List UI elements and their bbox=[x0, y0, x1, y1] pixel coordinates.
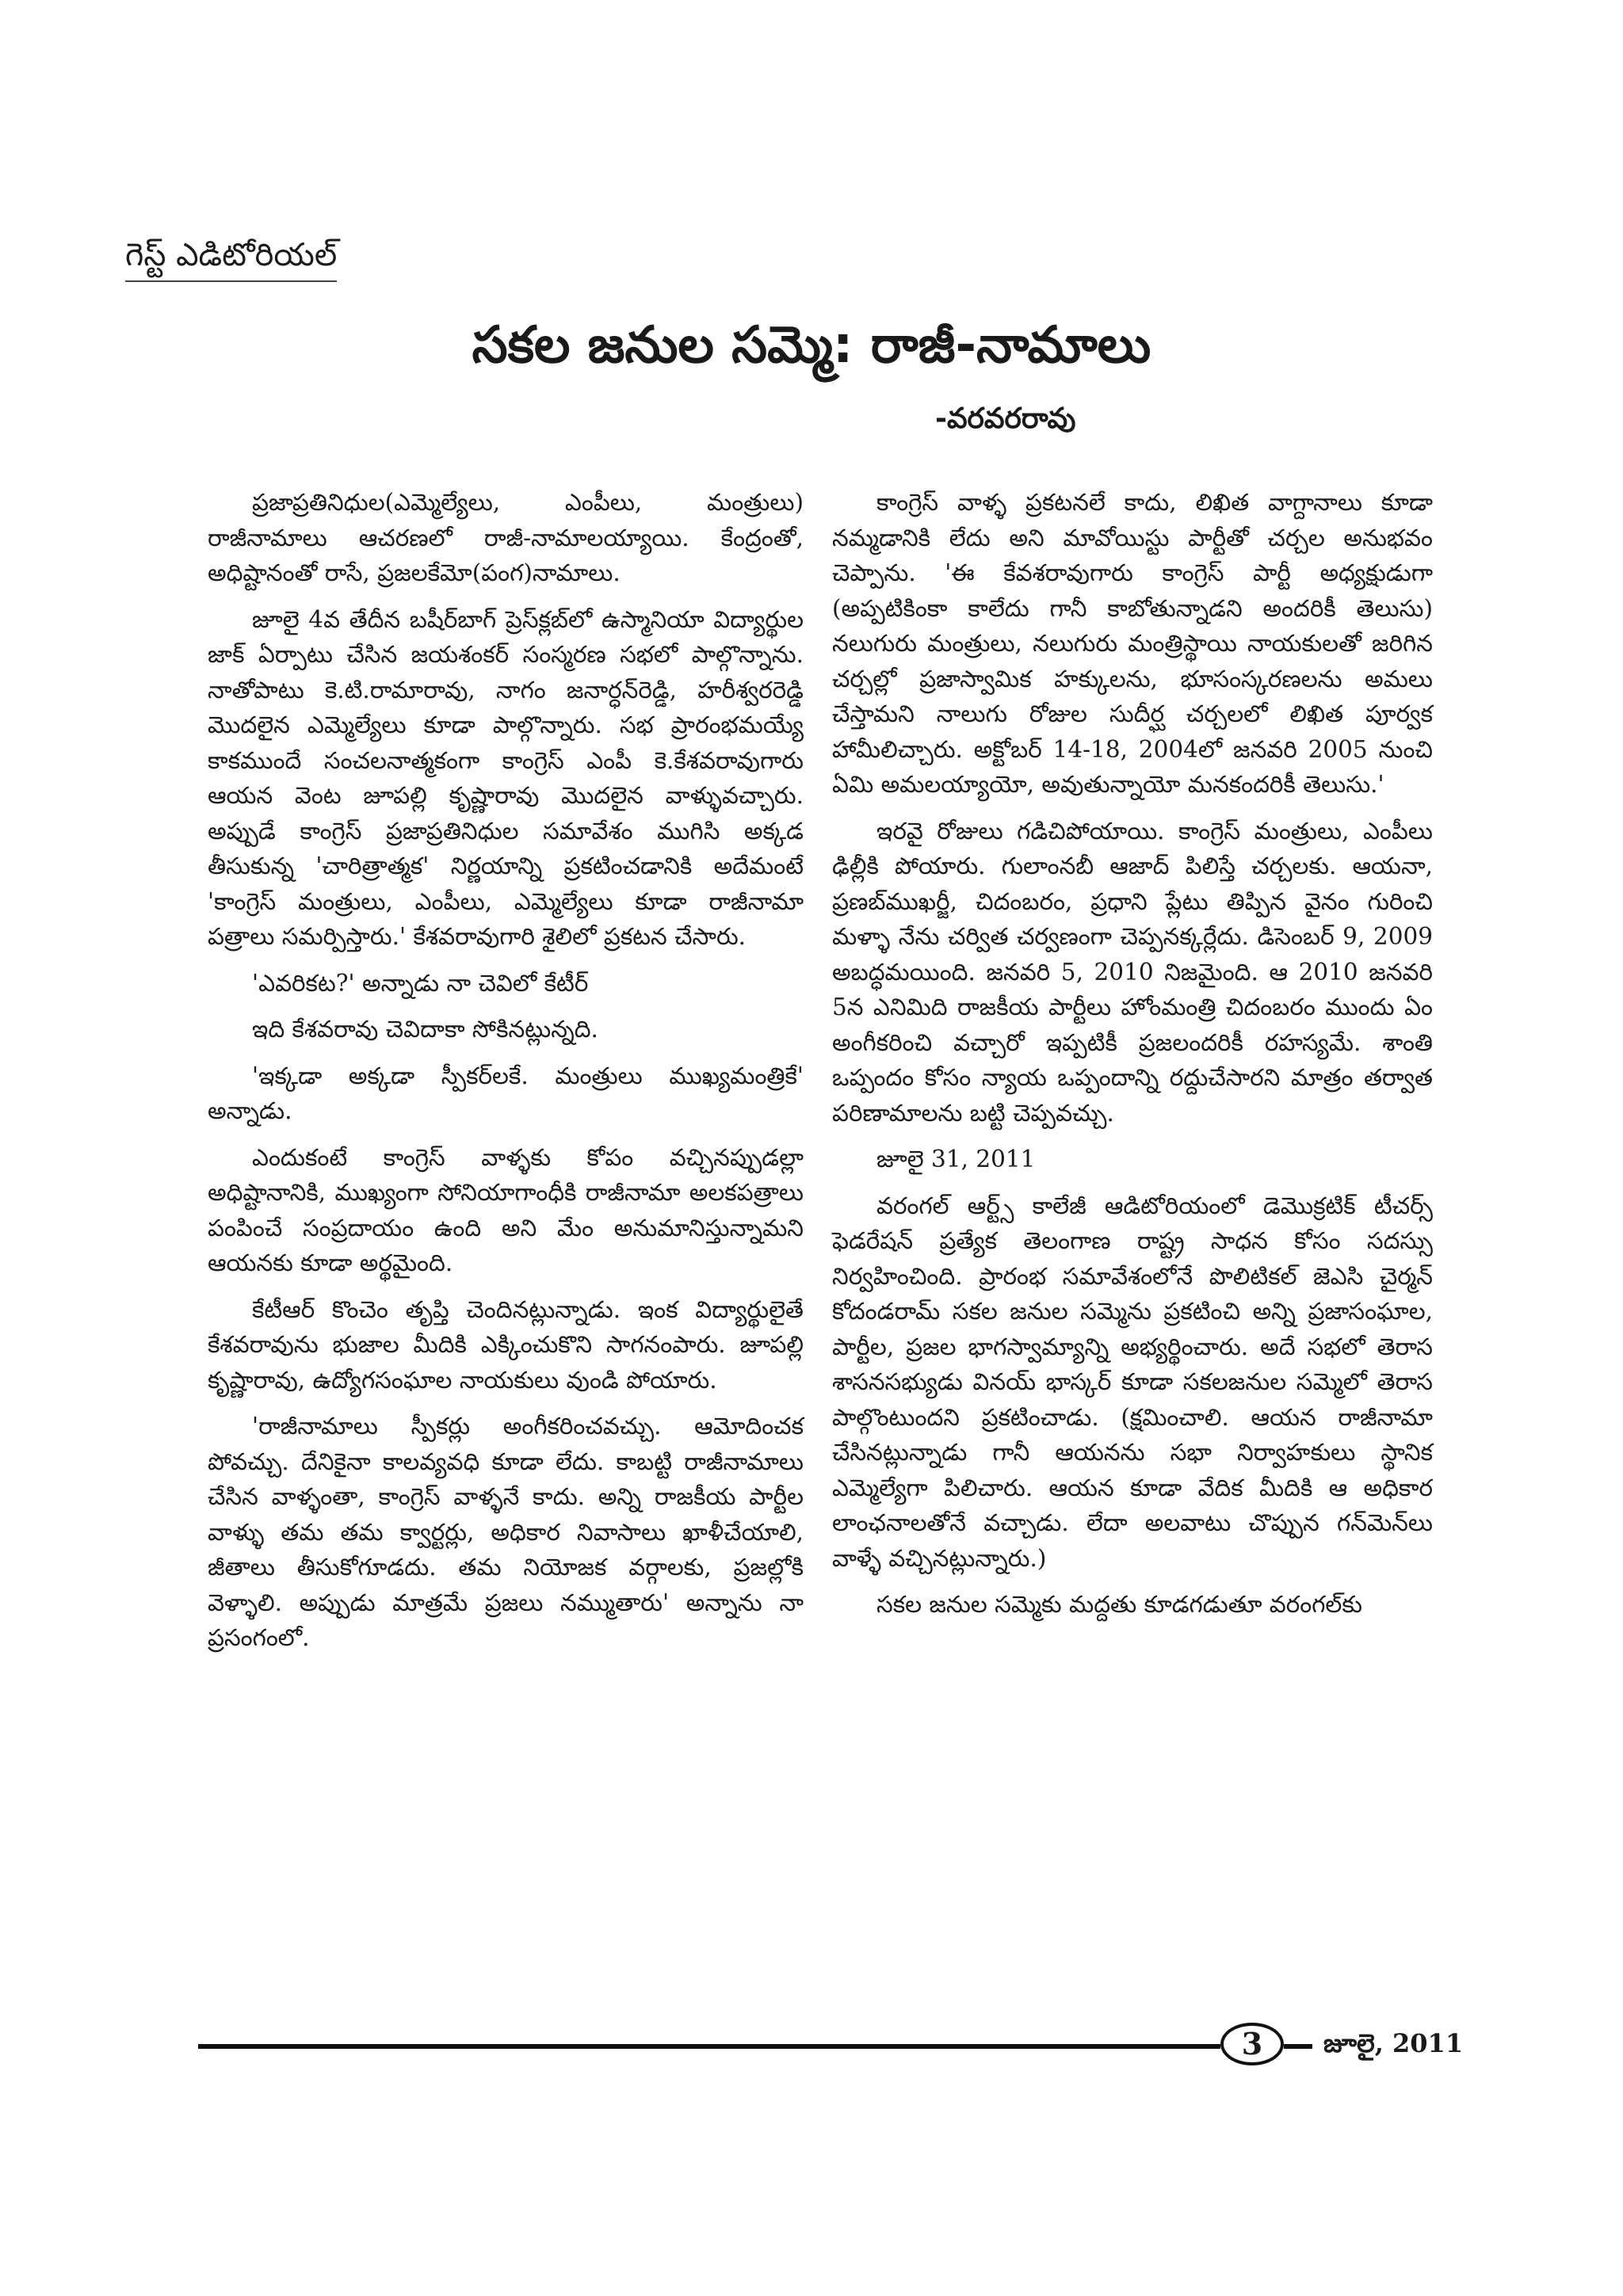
paragraph: ఎందుకంటే కాంగ్రెస్ వాళ్ళకు కోపం వచ్చినప్పుడల్లా అధిష్టానానికి, ముఖ్యంగా సోనియాగాంధీకి రాజీనామా అలకపత్రాలు పంపించే సంప్రదాయం ఉంది అని మేం అనుమానిస్తున్నామని ఆయనకు కూడా అర్థమైంది. bbox=[208, 1143, 804, 1276]
paragraph: 'ఎవరికట?' అన్నాడు నా చెవిలో కేటీర్ bbox=[252, 969, 589, 997]
paragraph: 'రాజీనామాలు స్పీకర్లు అంగీకరించవచ్చు. ఆమోదించక పోవచ్చు. దేనికైనా కాలవ్యవధి కూడా లేదు. కాబట్టి రాజీనామాలు చేసిన వాళ్ళంతా, కాంగ్రెస్ వాళ్ళనే కాదు. అన్ని రాజకీయ పార్టీల వాళ్ళు తమ తమ క్వార్టర్లు, అధికార నివాసాలు ఖాళీచేయాలి, జీతాలు తీసుకోగూడదు. తమ నియోజక వర్గాలకు, ప్రజల్లోకి వెళ్ళాలి. అప్పుడు మాత్రమే ప్రజలు నమ్ముతారు' అన్నాను నా ప్రసంగంలో. bbox=[208, 1413, 804, 1651]
paragraph: ప్రజాప్రతినిధుల(ఎమ్మెల్యేలు, ఎంపీలు, మంత్రులు) రాజీనామాలు ఆచరణలో రాజీ-నామాలయ్యాయి. కేంద్రంతో, అధిష్టానంతో రాసే, ప్రజలకేమో(పంగ)నామాలు. bbox=[208, 489, 804, 586]
footer-rule-end bbox=[1284, 2044, 1312, 2049]
right-column bbox=[832, 485, 1433, 1634]
article-title: సకల జనుల సమ్మె: రాజీ-నామాలు bbox=[472, 316, 1151, 375]
page-number: 3 bbox=[1220, 2023, 1284, 2065]
dateline: జూలై 31, 2011 bbox=[876, 1146, 1036, 1173]
paragraph: ఇరవై రోజులు గడిచిపోయాయి. కాంగ్రెస్ మంత్రులు, ఎంపీలు ఢిల్లీకి పోయారు. గులాంనబీ ఆజాద్ పిలిస్తే చర్చలకు. ఆయనా, ప్రణబ్‌ముఖర్జీ, చిదంబరం, ప్రధాని ప్లేటు తిప్పిన వైనం గురించి మళ్ళా నేను చర్విత చర్వణంగా చెప్పనక్కర్లేదు. డిసెంబర్ 9, 2009 అబద్ధమయింది. జనవరి 5, 2010 నిజమైంది. ఆ 2010 జనవరి 5న ఎనిమిది రాజకీయ పార్టీలు హోంమంత్రి చిదంబరం ముందు ఏం అంగీకరించి వచ్చారో ఇప్పటికీ ప్రజలందరికీ రహస్యమే. శాంతి ఒప్పందం కోసం న్యాయ ఒప్పందాన్ని రద్దుచేసారని మాత్రం తర్వాత పరిణామాలను బట్టి చెప్పవచ్చు. bbox=[832, 817, 1433, 1127]
paragraph: ఇది కేశవరావు చెవిదాకా సోకినట్లున్నది. bbox=[252, 1016, 598, 1043]
author-byline: -వరవరరావు bbox=[935, 402, 1076, 435]
footer-rule bbox=[198, 2044, 1220, 2049]
issue-date: జూలై, 2011 bbox=[1323, 2028, 1464, 2058]
paragraph: జూలై 4వ తేదీన బషీర్‌బాగ్ ప్రెస్‌క్లబ్‌లో ఉస్మానియా విద్యార్థుల జాక్ ఏర్పాటు చేసిన జయశంకర్ సంస్మరణ సభలో పాల్గొన్నాను. నాతోపాటు కె.టి.రామారావు, నాగం జనార్ధన్‌రెడ్డి, హరీశ్వరరెడ్డి మొదలైన ఎమ్మెల్యేలు కూడా పాల్గొన్నారు. సభ ప్రారంభమయ్యే కాకముందే సంచలనాత్మకంగా కాంగ్రెస్ ఎంపీ కె.కేశవరావుగారు ఆయన వెంట జూపల్లి కృష్ణారావు మొదలైన వాళ్ళువచ్చారు. అప్పుడే కాంగ్రెస్ ప్రజాప్రతినిధుల సమావేశం ముగిసి అక్కడ తీసుకున్న 'చారిత్రాత్మక' నిర్ణయాన్ని ప్రకటించడానికి అదేమంటే 'కాంగ్రెస్ మంత్రులు, ఎంపీలు, ఎమ్మెల్యేలు కూడా రాజీనామా పత్రాలు సమర్పిస్తారు.' కేశవరావుగారి శైలిలో ప్రకటన చేసారు. bbox=[208, 605, 804, 950]
paragraph: సకల జనుల సమ్మెకు మద్దతు కూడగడుతూ వరంగల్‌కు bbox=[876, 1591, 1362, 1618]
paragraph: 'ఇక్కడా అక్కడా స్పీకర్‌లకే. మంత్రులు ముఖ్యమంత్రికే' అన్నాడు. bbox=[208, 1062, 804, 1124]
paragraph: కేటీఆర్ కొంచెం తృప్తి చెందినట్లున్నాడు. ఇంక విద్యార్థులైతే కేశవరావును భుజాల మీదికి ఎక్కించుకొని సాగనంపారు. జూపల్లి కృష్ణారావు, ఉద్యోగసంఘాల నాయకులు వుండి పోయారు. bbox=[208, 1295, 804, 1394]
left-column bbox=[208, 485, 804, 1667]
paragraph: కాంగ్రెస్ వాళ్ళ ప్రకటనలే కాదు, లిఖిత వాగ్దానాలు కూడా నమ్మడానికి లేదు అని మావోయిస్టు పార్టీతో చర్చల అనుభవం చెప్పాను. 'ఈ కేవశరావుగారు కాంగ్రెస్ పార్టీ అధ్యక్షుడుగా (అప్పటికింకా కాలేదు గానీ కాబోతున్నాడని అందరికీ తెలుసు) నలుగురు మంత్రులు, నలుగురు మంత్రిస్థాయి నాయకులతో జరిగిన చర్చల్లో ప్రజాస్వామిక హక్కులను, భూసంస్కరణలను అమలు చేస్తామని నాలుగు రోజుల సుదీర్ఘ చర్చలలో లిఖిత పూర్వక హామీలిచ్చారు. అక్టోబర్ 14-18, 2004లో జనవరి 2005 నుంచి ఏమి అమలయ్యాయో, అవుతున్నాయో మనకందరికీ తెలుసు.' bbox=[832, 489, 1433, 798]
section-label: గెస్ట్ ఎడిటోరియల్ bbox=[125, 236, 337, 282]
paragraph: వరంగల్ ఆర్ట్స్ కాలేజీ ఆడిటోరియంలో డెమొక్రటిక్ టీచర్స్ ఫెడరేషన్ ప్రత్యేక తెలంగాణ రాష్ట్ర సాధన కోసం సదస్సు నిర్వహించింది. ప్రారంభ సమావేశంలోనే పొలిటికల్ జెఎసి చైర్మన్ కోదండరామ్ సకల జనుల సమ్మెను ప్రకటించి అన్ని ప్రజాసంఘాల, పార్టీల, ప్రజల భాగస్వామ్యాన్ని అభ్యర్థించారు. అదే సభలో తెరాస శాసనసభ్యుడు వినయ్ భాస్కర్ కూడా సకలజనుల సమ్మెలో తెరాస పాల్గొంటుందని ప్రకటించాడు. (క్షమించాలి. ఆయన రాజీనామా చేసినట్లున్నాడు గానీ ఆయనను సభా నిర్వాహకులు స్థానిక ఎమ్మెల్యేగా పిలిచారు. ఆయన కూడా వేదిక మీదికి ఆ అధికార లాంఛనాలతోనే వచ్చాడు. లేదా అలవాటు చొప్పున గన్‌మెన్‌లు వాళ్ళే వచ్చినట్లున్నారు.) bbox=[832, 1192, 1433, 1572]
